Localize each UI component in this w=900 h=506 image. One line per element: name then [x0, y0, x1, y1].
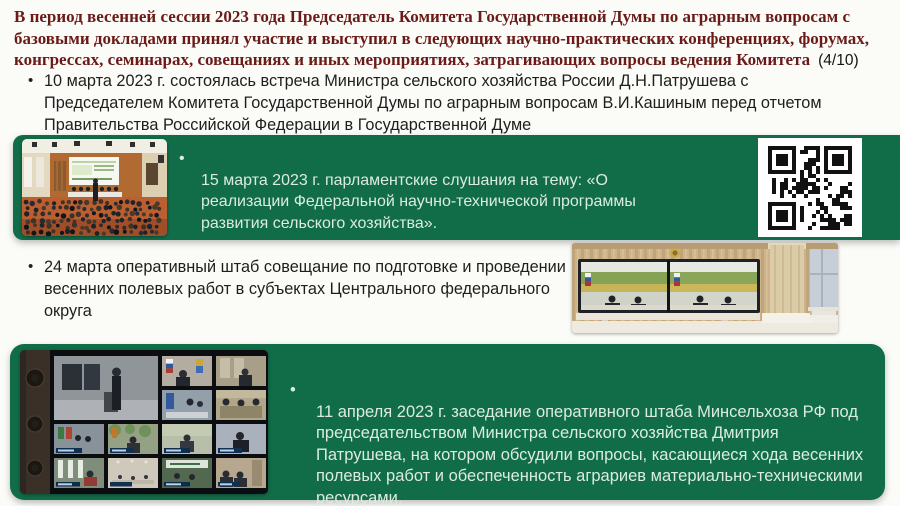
- text-line: 10 марта 2023 г. состоялась встреча Министра сельского хозяйства России Д.Н.Патрушева с: [44, 72, 749, 90]
- text-line: Председателем Комитета Государственной Думы по аграрным вопросам В.И.Кашиным перед отчетом: [44, 94, 822, 112]
- bullet-marker: [290, 381, 296, 399]
- event-banner-april11: [10, 344, 885, 506]
- banner-april11-text: [290, 380, 863, 506]
- bullet-text: [44, 256, 566, 322]
- bullet-item-march10: [28, 70, 822, 136]
- text-line: реализации Федеральной научно-технической программы: [201, 193, 636, 210]
- bullet-marker: [28, 70, 42, 92]
- text-line: Правительства Российской Федерации в Государственной Думе: [44, 116, 532, 134]
- meeting-room-illustration: [572, 243, 838, 333]
- qr-code-pattern: [768, 146, 852, 230]
- title-line: В период весенней сессии 2023 года Председатель Комитета Государственной Думы по аграрным вопросам с: [14, 7, 851, 26]
- title-line: [14, 49, 894, 72]
- videoconference-meeting-room-photo: [572, 243, 838, 333]
- page-indicator: (4/10): [818, 52, 859, 69]
- video-wall-illustration: [20, 350, 268, 494]
- text-line: ресурсами.: [316, 488, 403, 506]
- bullet-marker: [179, 150, 185, 167]
- text-line: округа: [44, 302, 92, 320]
- title-line-text: конгрессах, семинарах, совещаниях и иных мероприятиях, затрагивающих вопросы ведения Комитета: [14, 50, 811, 69]
- banner-march15-text: [179, 148, 636, 234]
- text-line: полевых работ и обеспеченность аграриев материально-техническими: [316, 467, 863, 485]
- slide-title: [14, 6, 894, 72]
- text-line: председательством Министра сельского хозяйства Дмитрия: [316, 424, 779, 442]
- qr-code: [758, 138, 862, 237]
- title-line: базовыми докладами принял участие и выступил в следующих научно-практических конференциях, форумах,: [14, 28, 869, 48]
- text-line: 24 марта оперативный штаб совещание по подготовке и проведении: [44, 258, 566, 276]
- bullet-marker: [28, 256, 42, 278]
- bullet-item-march24: [28, 256, 566, 322]
- video-wall-grid-photo: [20, 350, 268, 494]
- bullet-text: [44, 70, 822, 136]
- event-banner-march15: [13, 135, 900, 240]
- text-line: Патрушева, на котором обсудили вопросы, касающиеся хода весенних: [316, 445, 864, 464]
- text-line: весенних полевых работ в субъектах Центрального федерального: [44, 280, 550, 298]
- conference-hall-audience-photo: [22, 139, 167, 236]
- text-line: 11 апреля 2023 г. заседание оперативного штаба Минсельхоза РФ под: [316, 402, 858, 421]
- text-line: 15 марта 2023 г. парламентские слушания на тему: «О: [201, 171, 608, 189]
- conference-hall-illustration: [22, 139, 167, 236]
- text-line: развития сельского хозяйства».: [201, 214, 438, 232]
